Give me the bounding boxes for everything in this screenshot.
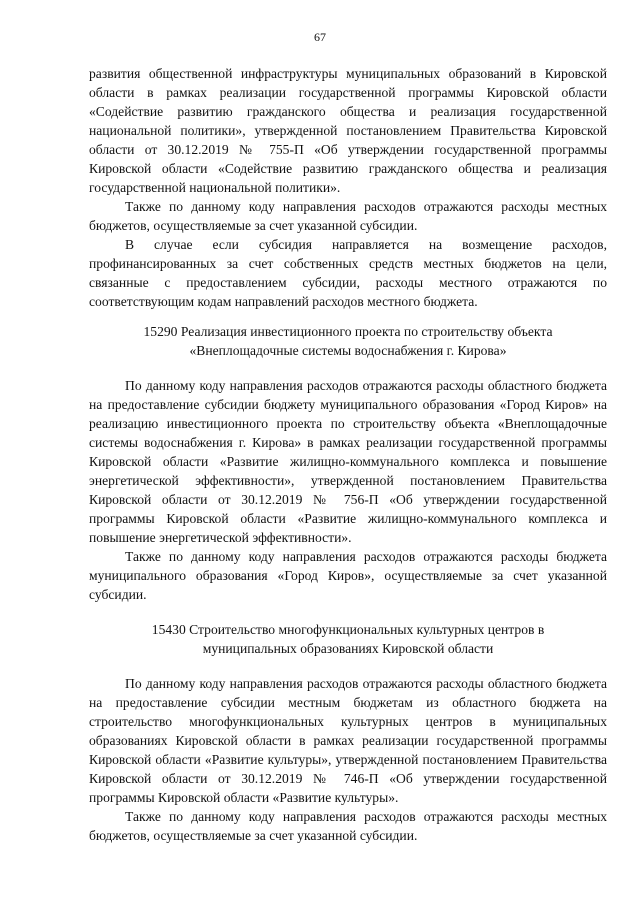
paragraph-15290-also: Также по данному коду направления расходов отражаются расходы бюджета муниципального образования «Город Киров», осуществляемые за счет указанной субсидии. [89,549,607,602]
spacer [89,658,607,674]
section-heading-15430 [89,620,607,658]
section-heading-line: муниципальных образованиях Кировской области [202,641,494,656]
section-heading-line: 15290 Реализация инвестиционного проекта по строительству объекта [143,324,553,339]
section-heading-line: 15430 Строительство многофункциональных культурных центров в [151,622,545,637]
page-content [89,64,607,845]
page-number: 67 [314,30,326,44]
spacer [89,360,607,376]
paragraph-15290-main: По данному коду направления расходов отражаются расходы областного бюджета на предоставление субсидии бюджету муниципального образования «Город Киров» на реализацию инвестиционного проекта по строительству объекта «Внеплощадочные системы водоснабжения г. Кирова» в рамках реализации государственной программы Кировской области «Развитие жилищно-коммунального комплекса и повышение энергетической эффективности», утвержденной постановлением Правительства Кировской области от 30.12.2019 № 756-П «Об утверждении государственной программы Кировской области «Развитие жилищно-коммунального комплекса и повышение энергетической эффективности». [89,378,607,545]
paragraph-reimbursement: В случае если субсидия направляется на возмещение расходов, профинансированных за счет собственных средств местных бюджетов на цели, связанные с предоставлением субсидии, расходы местного отражаются по соответствующим кодам направлений расходов местного бюджета. [89,237,607,309]
paragraph-intro-continuation: развития общественной инфраструктуры муниципальных образований в Кировской области в рамках реализации государственной программы Кировской области «Содействие развитию гражданского общества и реализация государственной национальной политики», утвержденной постановлением Правительства Кировской области от 30.12.2019 № 755-П «Об утверждении государственной программы Кировской области «Содействие развитию гражданского общества и реализация государственной национальной политики». [89,66,607,195]
paragraph-15430-main: По данному коду направления расходов отражаются расходы областного бюджета на предоставление субсидии местным бюджетам из областного бюджета на строительство многофункциональных культурных центров в муниципальных образованиях Кировской области в рамках реализации государственной программы Кировской области «Развитие культуры», утвержденной постановлением Правительства Кировской области от 30.12.2019 № 746-П «Об утверждении государственной программы Кировской области «Развитие культуры». [89,676,607,805]
spacer [89,311,607,322]
paragraph-15430-also: Также по данному коду направления расходов отражаются расходы местных бюджетов, осуществляемые за счет указанной субсидии. [89,809,607,843]
paragraph-local-budgets: Также по данному коду направления расходов отражаются расходы местных бюджетов, осуществляемые за счет указанной субсидии. [89,199,607,233]
section-heading-15290 [89,322,607,360]
section-heading-line: «Внеплощадочные системы водоснабжения г. Кирова» [189,343,507,358]
spacer [89,604,607,620]
